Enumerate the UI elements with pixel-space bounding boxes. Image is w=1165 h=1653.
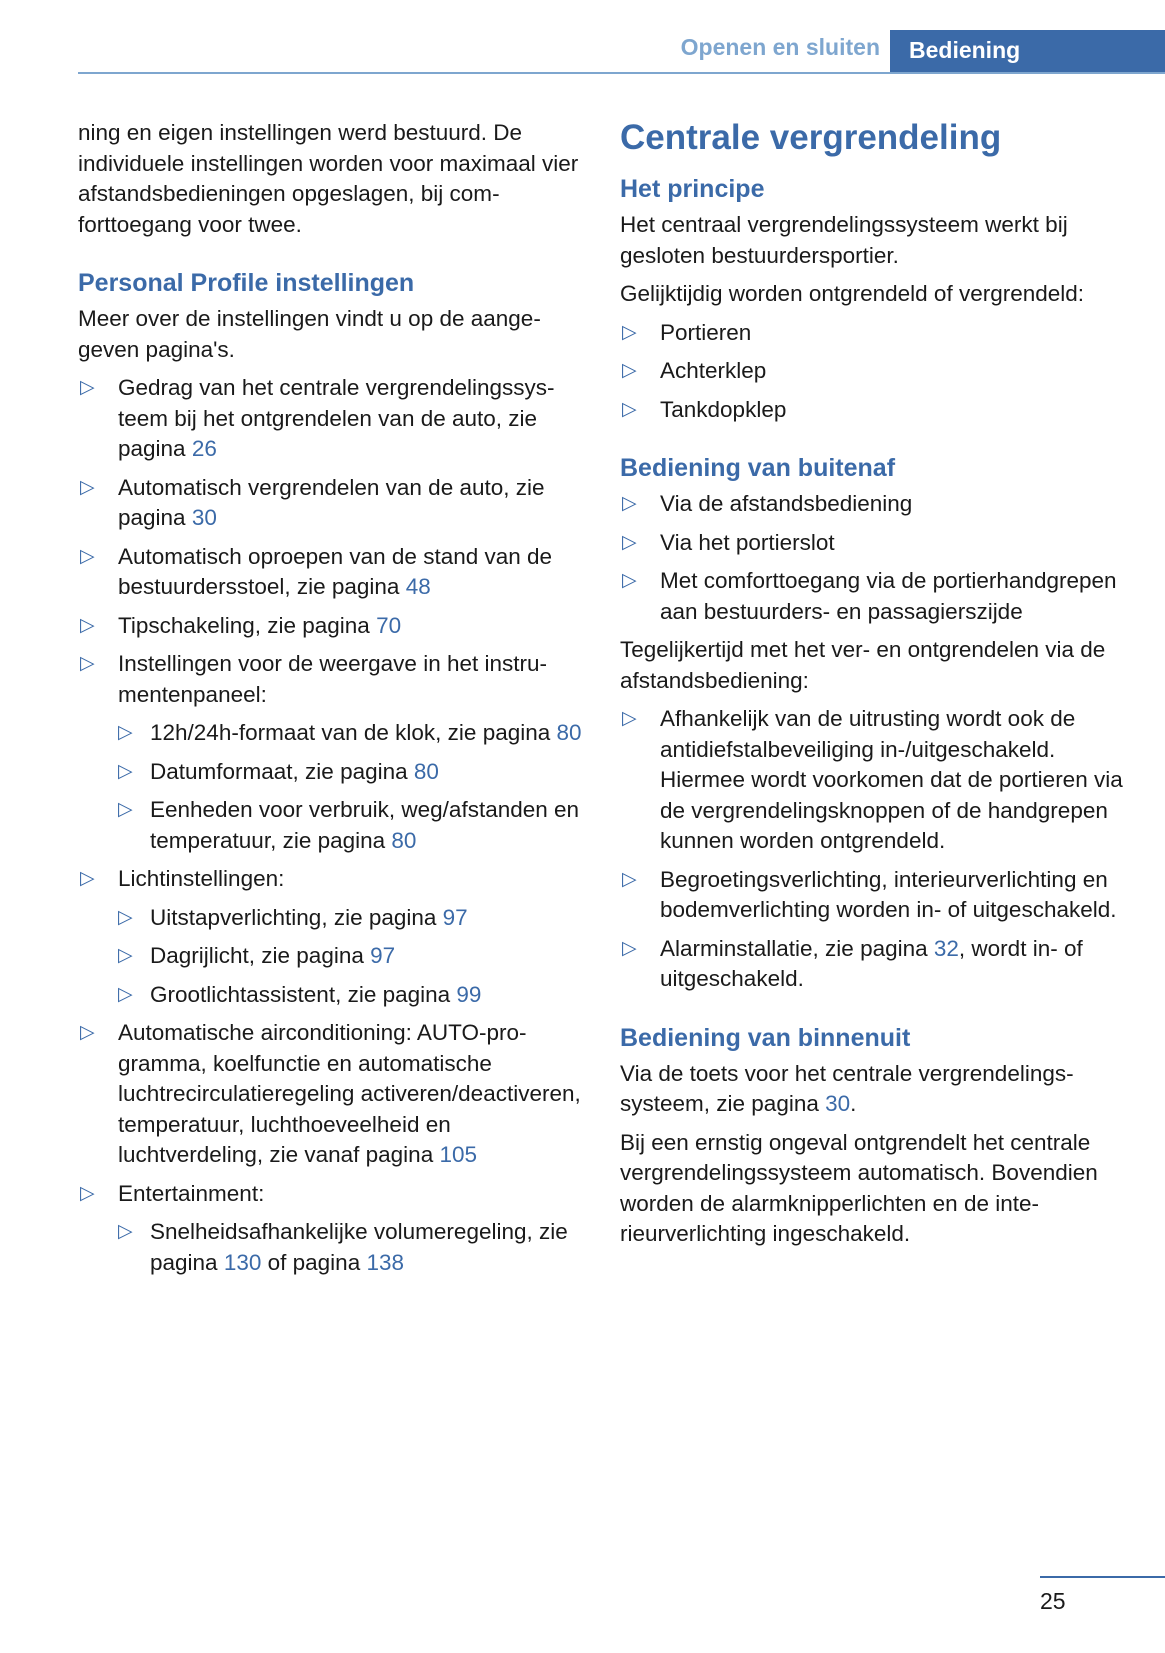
page-link[interactable]: 138 xyxy=(366,1249,405,1275)
list-item-text: Datumformaat, zie pagina xyxy=(150,758,414,784)
list-item xyxy=(78,1018,588,1171)
triangle-bullet-icon: ▷ xyxy=(118,722,133,743)
page-link[interactable]: 30 xyxy=(191,505,217,530)
triangle-bullet-icon: ▷ xyxy=(622,937,637,959)
list-item-text: Instellingen voor de weergave in het instrumentenpaneel: xyxy=(118,651,548,707)
inside-heading: Bediening van binnenuit xyxy=(620,1023,911,1052)
principle-list xyxy=(620,318,1140,426)
page-link[interactable]: 80 xyxy=(556,720,582,745)
triangle-bullet-icon: ▷ xyxy=(622,531,637,553)
page-link[interactable]: 32 xyxy=(933,935,959,961)
list-item xyxy=(78,649,588,856)
principle-paragraph: Het centraal vergrendelingssysteem werkt bij gesloten bestuurdersportier. xyxy=(620,212,1068,268)
page-link[interactable]: 105 xyxy=(439,1142,478,1167)
list-item-text: Via het portierslot xyxy=(660,529,835,555)
list-item-text: Met comforttoegang via de portierhandgrepen aan bestuurders- en passagierszijde xyxy=(660,568,1117,624)
triangle-bullet-icon: ▷ xyxy=(622,360,637,381)
triangle-bullet-icon: ▷ xyxy=(118,1221,133,1242)
list-item-text: Entertainment: xyxy=(118,1180,265,1206)
list-item xyxy=(620,704,1140,857)
page-link[interactable]: 48 xyxy=(405,574,431,599)
triangle-bullet-icon: ▷ xyxy=(118,799,133,820)
instrument-sublist xyxy=(118,718,588,856)
section-title: Centrale vergrendeling xyxy=(620,118,1002,157)
list-item xyxy=(78,473,588,534)
triangle-bullet-icon: ▷ xyxy=(622,493,637,514)
list-item-text: Lichtinstellingen: xyxy=(118,866,285,891)
triangle-bullet-icon: ▷ xyxy=(80,653,95,674)
list-item-text: Gedrag van het centrale vergrendelingssysteem bij het ontgrendelen van de auto, zie pagina xyxy=(118,375,555,461)
sub-list-item xyxy=(118,757,588,788)
personal-profile-lead: Meer over de instellingen vindt u op de aangegeven pagina's. xyxy=(78,306,541,362)
list-item xyxy=(78,864,588,1010)
entertainment-sublist xyxy=(118,1217,588,1278)
list-item xyxy=(620,395,1140,426)
list-item-text: , wordt in- of uitgeschakeld. xyxy=(660,935,1083,991)
list-item xyxy=(620,934,1140,995)
list-item xyxy=(620,865,1140,926)
triangle-bullet-icon: ▷ xyxy=(118,906,133,928)
list-item xyxy=(620,566,1140,627)
triangle-bullet-icon: ▷ xyxy=(80,868,95,889)
triangle-bullet-icon: ▷ xyxy=(622,868,637,890)
list-item-text: Automatisch vergrendelen van de auto, zie pagina xyxy=(118,474,545,530)
list-item xyxy=(620,318,1140,349)
header-divider xyxy=(78,72,1165,74)
list-item-text: Snelheidsafhankelijke volumeregeling, zie pagina xyxy=(150,1219,568,1275)
inside-text: Via de toets voor het centrale vergrendelingssysteem, zie pagina xyxy=(620,1060,1074,1116)
list-item-text: Automatische airconditioning: AUTO-programma, koelfunctie en automatische luchtrecirculatieregeling activeren/deactiveren, temperatuur, luchthoeveelheid en luchtverdeling, zie vanaf pagina xyxy=(118,1020,581,1167)
sub-list-item xyxy=(118,903,588,934)
page-link[interactable]: 97 xyxy=(370,943,396,968)
footer-divider xyxy=(1040,1576,1165,1578)
list-item-text: Via de afstandsbediening xyxy=(660,491,913,516)
page-link[interactable]: 70 xyxy=(376,612,402,638)
outside-paragraph: Tegelijkertijd met het ver- en ontgrendelen via de afstandsbediening: xyxy=(620,637,1106,693)
principle-paragraph: Gelijktijdig worden ontgrendeld of vergrendeld: xyxy=(620,281,1085,306)
list-item-text: Grootlichtassistent, zie pagina xyxy=(150,981,457,1007)
list-item-text: Portieren xyxy=(660,319,752,345)
outside-list xyxy=(620,489,1140,627)
list-item xyxy=(78,542,588,603)
personal-profile-list xyxy=(78,373,588,1278)
triangle-bullet-icon: ▷ xyxy=(118,760,133,782)
triangle-bullet-icon: ▷ xyxy=(80,1022,95,1043)
page-link[interactable]: 26 xyxy=(191,436,217,461)
running-section-label: Openen en sluiten xyxy=(680,34,880,60)
triangle-bullet-icon: ▷ xyxy=(622,708,637,729)
light-sublist xyxy=(118,903,588,1011)
list-item xyxy=(620,528,1140,559)
triangle-bullet-icon: ▷ xyxy=(622,321,637,343)
left-column xyxy=(78,118,588,1286)
triangle-bullet-icon: ▷ xyxy=(80,476,95,498)
sub-list-item xyxy=(118,1217,588,1278)
list-item xyxy=(78,373,588,465)
intro-paragraph: ning en eigen instellingen werd bestuurd. De individuele instellingen worden voor maximaal vier afstandsbedieningen opgeslagen, bij comforttoegang voor twee. xyxy=(78,120,579,237)
list-item xyxy=(620,356,1140,387)
list-item-text: Alarminstallatie, zie pagina xyxy=(660,935,934,961)
page-link[interactable]: 99 xyxy=(456,981,482,1007)
triangle-bullet-icon: ▷ xyxy=(118,945,133,966)
sub-list-item xyxy=(118,980,588,1011)
triangle-bullet-icon: ▷ xyxy=(80,1182,95,1204)
page-link[interactable]: 30 xyxy=(825,1091,851,1116)
sub-list-item xyxy=(118,718,588,749)
inside-paragraph xyxy=(620,1059,1140,1120)
page-number: 25 xyxy=(1040,1588,1066,1614)
triangle-bullet-icon: ▷ xyxy=(80,545,95,567)
list-item-text: Afhankelijk van de uitrusting wordt ook de antidiefstalbeveiliging in-/uitgeschakeld. Hiermee wordt voorkomen dat de portieren via de vergrendelingsknoppen of de handgrepen kunnen worden ontgrendeld. xyxy=(660,706,1123,853)
inside-text-end: . xyxy=(850,1091,857,1116)
list-item xyxy=(78,1179,588,1279)
list-item xyxy=(78,611,588,642)
right-column xyxy=(620,118,1140,1258)
principle-heading: Het principe xyxy=(620,175,765,203)
sub-list-item xyxy=(118,941,588,972)
list-item-text: Eenheden voor verbruik, weg/afstanden en temperatuur, zie pagina xyxy=(150,797,580,853)
page-link[interactable]: 80 xyxy=(391,827,417,853)
sub-list-item xyxy=(118,795,588,856)
inside-paragraph: Bij een ernstig ongeval ontgrendelt het centrale vergrendelingssysteem automatisch. Bovendien worden de alarmknipperlichten en de interieurverlichting ingeschakeld. xyxy=(620,1129,1098,1246)
list-item-text: of pagina xyxy=(261,1249,367,1275)
personal-profile-heading: Personal Profile instellingen xyxy=(78,269,415,297)
remote-list xyxy=(620,704,1140,995)
list-item-text: Automatisch oproepen van de stand van de bestuurdersstoel, zie pagina xyxy=(118,543,553,599)
list-item-text: Uitstapverlichting, zie pagina xyxy=(150,904,443,930)
triangle-bullet-icon: ▷ xyxy=(622,570,637,591)
list-item xyxy=(620,489,1140,520)
triangle-bullet-icon: ▷ xyxy=(80,614,95,636)
page-link[interactable]: 130 xyxy=(223,1249,262,1275)
list-item-text: Begroetingsverlichting, interieurverlichting en bodemverlichting worden in- of uitgeschakeld. xyxy=(660,866,1117,922)
page-link[interactable]: 80 xyxy=(413,758,439,784)
list-item-text: Tankdopklep xyxy=(660,396,787,422)
list-item-text: Tipschakeling, zie pagina xyxy=(118,612,377,638)
list-item-text: Dagrijlicht, zie pagina xyxy=(150,943,371,968)
list-item-text: Achterklep xyxy=(660,358,767,383)
list-item-text: 12h/24h-formaat van de klok, zie pagina xyxy=(150,720,557,745)
chapter-tab: Bediening xyxy=(890,30,1165,74)
outside-heading: Bediening van buitenaf xyxy=(620,454,896,482)
page-link[interactable]: 97 xyxy=(442,904,468,930)
triangle-bullet-icon: ▷ xyxy=(118,983,133,1005)
triangle-bullet-icon: ▷ xyxy=(80,377,95,398)
triangle-bullet-icon: ▷ xyxy=(622,398,637,420)
